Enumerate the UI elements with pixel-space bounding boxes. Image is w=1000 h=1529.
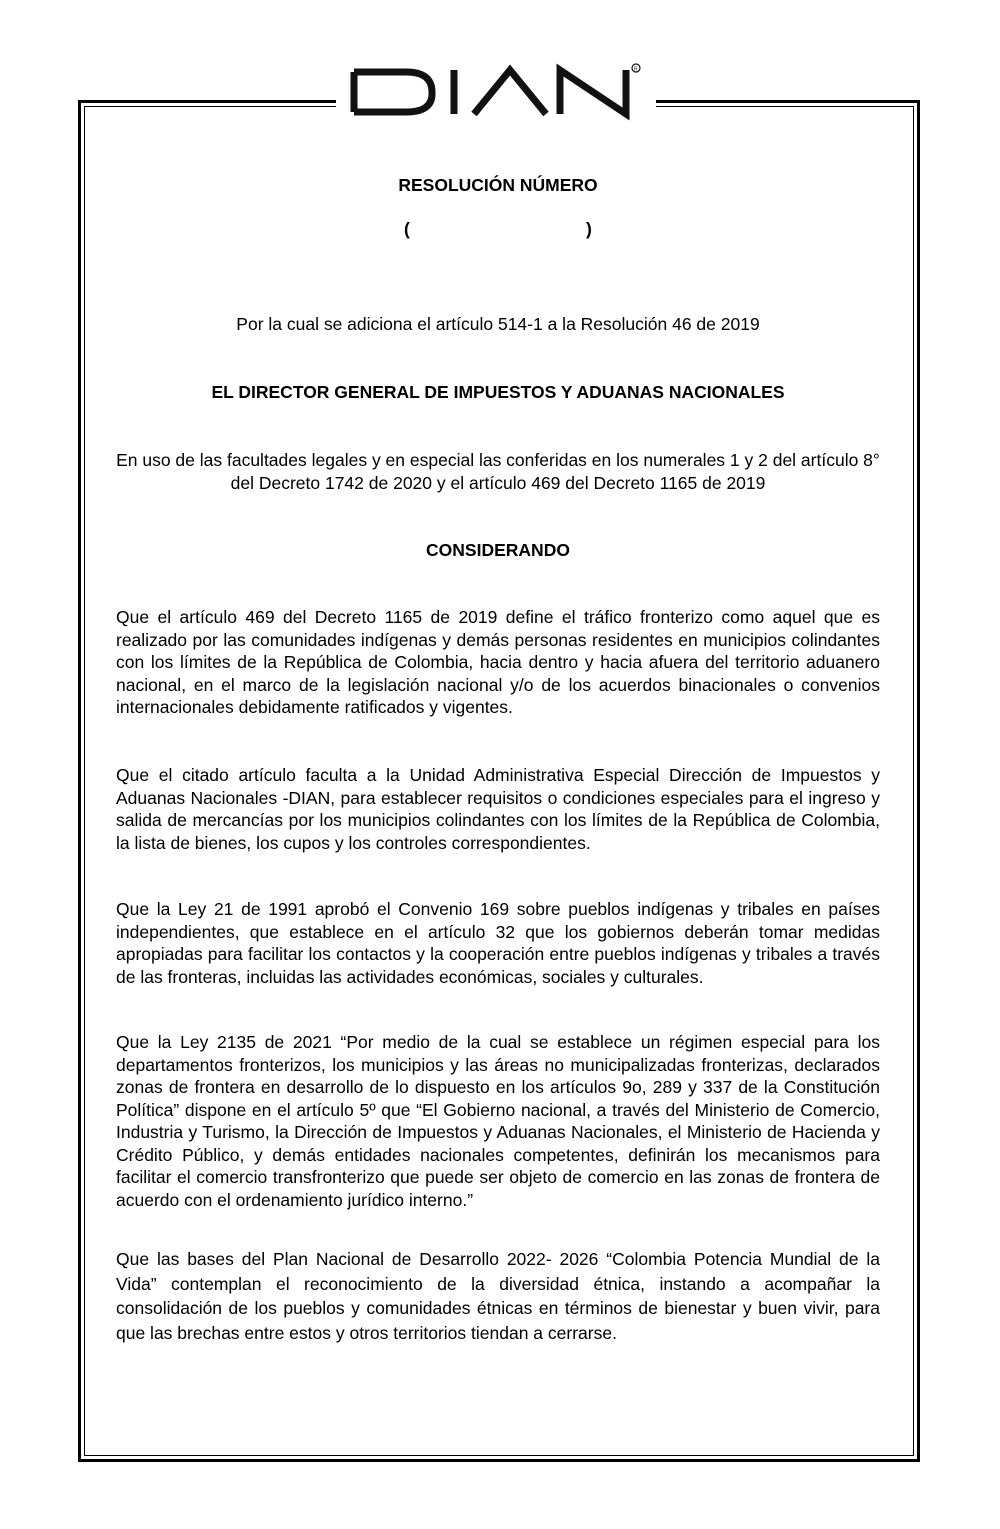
considering-paragraph-5: Que las bases del Plan Nacional de Desarrollo 2022- 2026 “Colombia Potencia Mundial de la Vida” contemplan el reconocimiento de la diversidad étnica, instando a acompañar la consolidación de los pueblos y comunidades étnicas en términos de bienestar y buen vivir, para que las brechas entre estos y otros territorios tiendan a cerrarse. <box>116 1249 880 1343</box>
considering-heading: CONSIDERANDO <box>426 540 570 560</box>
number-open-paren: ( <box>404 219 410 239</box>
legal-powers: En uso de las facultades legales y en especial las conferidas en los numerales 1 y 2 del artículo 8° del Decreto 1742 de 2020 y el artículo 469 del Decreto 1165 de 2019 <box>116 450 880 493</box>
svg-text:R: R <box>634 66 638 73</box>
considering-paragraph-1: Que el artículo 469 del Decreto 1165 de 2019 define el tráfico fronterizo como aquel que es realizado por las comunidades indígenas y demás personas residentes en municipios colindantes con los límites de la República de Colombia, hacia dentro y hacia afuera del territorio aduanero nacional, en el marco de la legislación nacional y/o de los acuerdos binacionales o convenios internacionales debidamente ratificados y vigentes. <box>116 607 880 717</box>
dian-logo-mark <box>336 58 656 124</box>
considering-paragraph-2: Que el citado artículo faculta a la Unidad Administrativa Especial Dirección de Impuestos y Aduanas Nacionales -DIAN, para establecer requisitos o condiciones especiales para el ingreso y salida de mercancías por los municipios colindantes con los límites de la República de Colombia, la lista de bienes, los cupos y los controles correspondientes. <box>116 765 880 853</box>
number-close-paren: ) <box>586 219 592 239</box>
issuing-authority: EL DIRECTOR GENERAL DE IMPUESTOS Y ADUANAS NACIONALES <box>211 382 785 402</box>
considering-paragraph-4: Que la Ley 2135 de 2021 “Por medio de la cual se establece un régimen especial para los departamentos fronterizos, los municipios y las áreas no municipalizadas fronterizas, declarados zonas de frontera en desarrollo de lo dispuesto en los artículos 9o, 289 y 337 de la Constitución Política” dispone en el artículo 5º que “El Gobierno nacional, a través del Ministerio de Comercio, Industria y Turismo, la Dirección de Impuestos y Aduanas Nacionales, el Ministerio de Hacienda y Crédito Público, y demás entidades nacionales competentes, definirán los mecanismos para facilitar el comercio transfronterizo que puede ser objeto de comercio en las zonas de frontera de acuerdo con el ordenamiento jurídico interno.” <box>116 1032 880 1210</box>
document-subject: Por la cual se adiciona el artículo 514-1 a la Resolución 46 de 2019 <box>236 314 760 334</box>
considering-paragraph-3: Que la Ley 21 de 1991 aprobó el Convenio 169 sobre pueblos indígenas y tribales en países independientes, que establece en el artículo 32 que los gobiernos deberán tomar medidas apropiadas para facilitar los contactos y la cooperación entre pueblos indígenas y tribales a través de las fronteras, incluidas las actividades económicas, sociales y culturales. <box>116 899 880 987</box>
dian-logo <box>336 58 656 124</box>
document-title: RESOLUCIÓN NÚMERO <box>398 175 598 195</box>
